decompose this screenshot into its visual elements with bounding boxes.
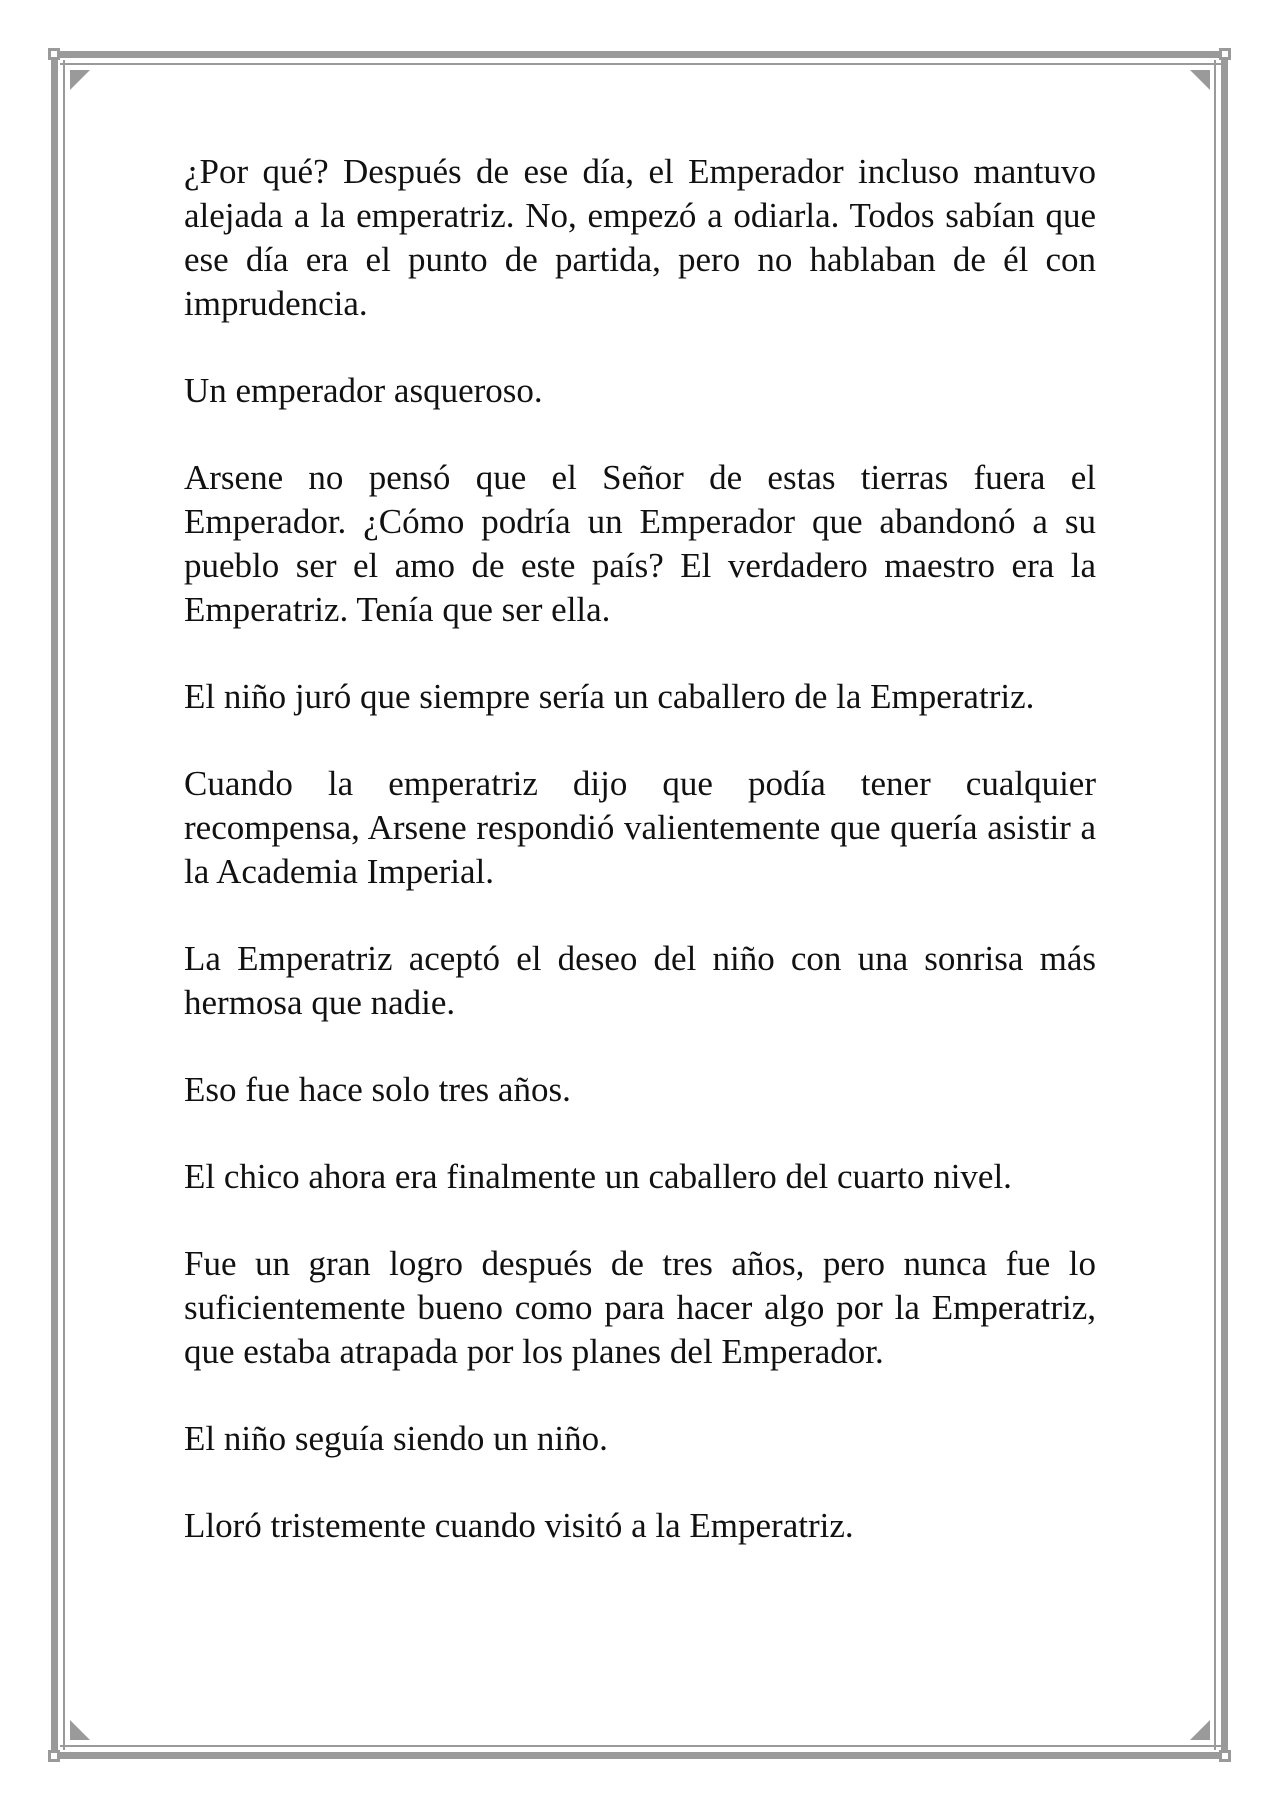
- frame-bottom-outer: [60, 1752, 1222, 1759]
- paragraph: Fue un gran logro después de tres años, pero nunca fue lo suficientemente bueno como para hacer algo por la Emperatriz, que estaba atrapada por los planes del Emperador.: [184, 1244, 1096, 1371]
- frame-corner-ornament-top-right: [1190, 70, 1210, 90]
- paragraph: Eso fue hace solo tres años.: [184, 1070, 571, 1109]
- frame-bottom-inner: [60, 1745, 1222, 1747]
- frame-corner-square-bottom-left: [48, 1750, 60, 1762]
- paragraph: Cuando la emperatriz dijo que podía tener cualquier recompensa, Arsene respondió valientemente que quería asistir a la Academia Imperial.: [184, 764, 1096, 891]
- frame-left-outer: [51, 60, 58, 1750]
- paragraph: Arsene no pensó que el Señor de estas tierras fuera el Emperador. ¿Cómo podría un Emperador que abandonó a su pueblo ser el amo de este país? El verdadero maestro era la Emperatriz. Tenía que ser ella.: [184, 458, 1096, 629]
- frame-left-inner: [63, 60, 65, 1750]
- frame-corner-square-top-left: [48, 48, 60, 60]
- paragraph: El chico ahora era finalmente un caballero del cuarto nivel.: [184, 1157, 1012, 1196]
- page-body: [184, 150, 1096, 1591]
- paragraph: El niño seguía siendo un niño.: [184, 1419, 608, 1458]
- frame-corner-ornament-bottom-right: [1190, 1720, 1210, 1740]
- paragraph: La Emperatriz aceptó el deseo del niño con una sonrisa más hermosa que nadie.: [184, 939, 1096, 1022]
- paragraph: El niño juró que siempre sería un caballero de la Emperatriz.: [184, 677, 1035, 716]
- frame-top-inner: [60, 63, 1222, 65]
- frame-top-outer: [60, 51, 1222, 58]
- frame-right-inner: [1214, 60, 1216, 1750]
- paragraph: Un emperador asqueroso.: [184, 371, 543, 410]
- frame-corner-ornament-top-left: [70, 70, 90, 90]
- frame-right-outer: [1221, 60, 1228, 1750]
- frame-corner-square-top-right: [1219, 48, 1231, 60]
- paragraph: ¿Por qué? Después de ese día, el Emperador incluso mantuvo alejada a la emperatriz. No, empezó a odiarla. Todos sabían que ese día era el punto de partida, pero no hablaban de él con imprudencia.: [184, 152, 1096, 323]
- frame-corner-square-bottom-right: [1219, 1750, 1231, 1762]
- frame-corner-ornament-bottom-left: [70, 1720, 90, 1740]
- paragraph: Lloró tristemente cuando visitó a la Emperatriz.: [184, 1506, 854, 1545]
